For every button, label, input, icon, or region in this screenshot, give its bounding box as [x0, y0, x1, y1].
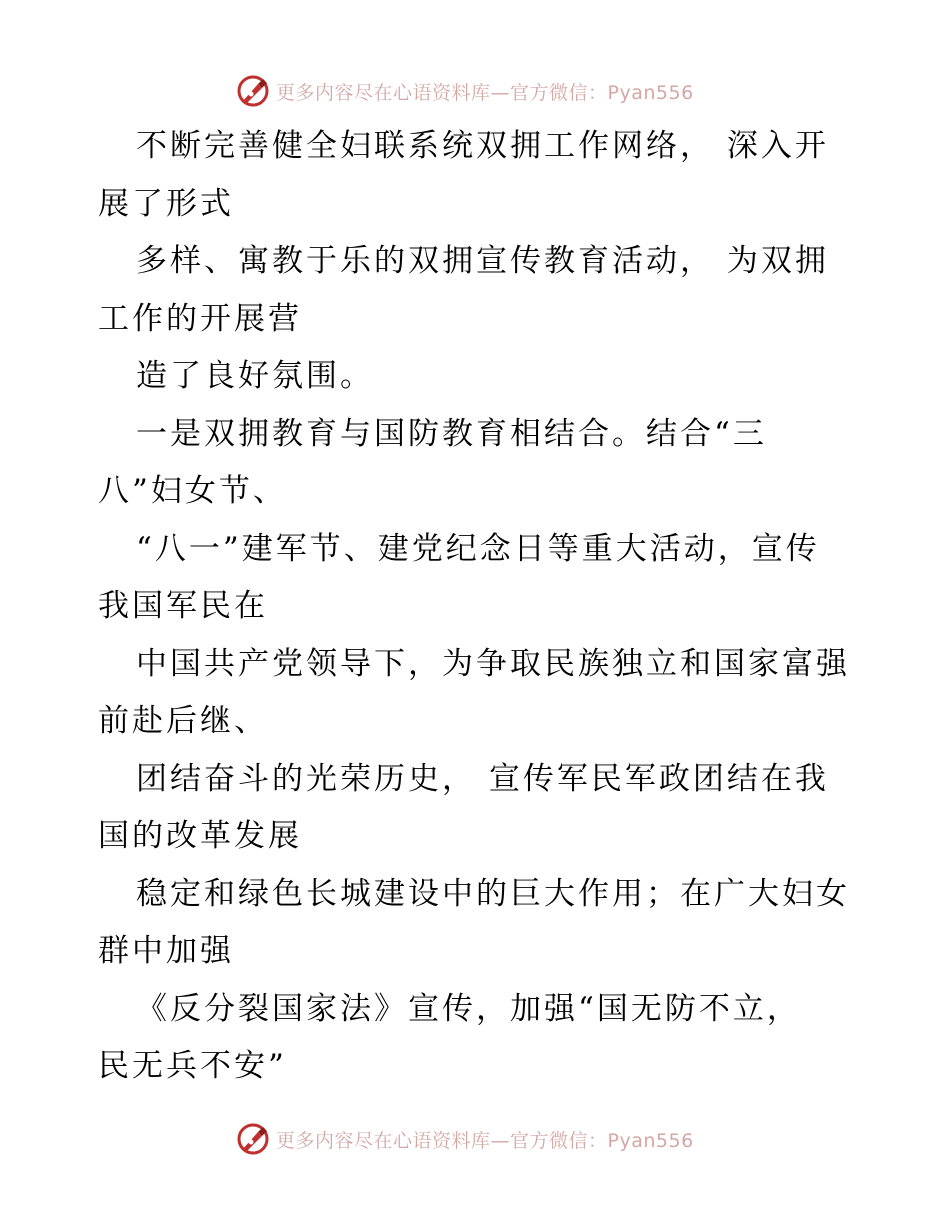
text-line: 民无兵不安” — [98, 1048, 287, 1084]
footer-banner — [0, 1117, 950, 1161]
document-body — [98, 118, 858, 1096]
text-line: 八”妇女节、 — [98, 473, 287, 509]
text-line: 展了形式 — [98, 185, 234, 222]
text-line: 《反分裂国家法》宣传，加强“国无防不立， — [136, 990, 801, 1027]
text-line: 我国军民在 — [98, 588, 268, 624]
text-line: “八一”建军节、建党纪念日等重大活动，宣传 — [136, 530, 820, 567]
pen-circle-logo-icon — [236, 74, 270, 108]
footer-banner-text: 更多内容尽在心语资料库—官方微信：Pyan556 — [276, 1129, 694, 1152]
text-line: 一是双拥教育与国防教育相结合。结合“三 — [136, 415, 767, 452]
pen-circle-logo-icon — [236, 1122, 270, 1156]
header-banner-text: 更多内容尽在心语资料库—官方微信：Pyan556 — [276, 81, 694, 104]
text-line: 多样、寓教于乐的双拥宣传教育活动， 为双拥 — [136, 243, 829, 279]
text-line: 稳定和绿色长城建设中的巨大作用；在广大妇女 — [136, 875, 850, 912]
text-line: 造了良好氛围。 — [136, 358, 374, 394]
header-banner — [0, 69, 950, 113]
text-line: 国的改革发展 — [98, 818, 302, 854]
text-line: 工作的开展营 — [98, 300, 302, 337]
text-line: 中国共产党领导下，为争取民族独立和国家富强 — [136, 645, 850, 682]
text-line: 不断完善健全妇联系统双拥工作网络， 深入开 — [136, 128, 829, 164]
text-line: 团结奋斗的光荣历史， 宣传军民军政团结在我 — [136, 760, 829, 797]
text-line: 前赴后继、 — [98, 703, 268, 739]
text-line: 群中加强 — [98, 933, 234, 969]
